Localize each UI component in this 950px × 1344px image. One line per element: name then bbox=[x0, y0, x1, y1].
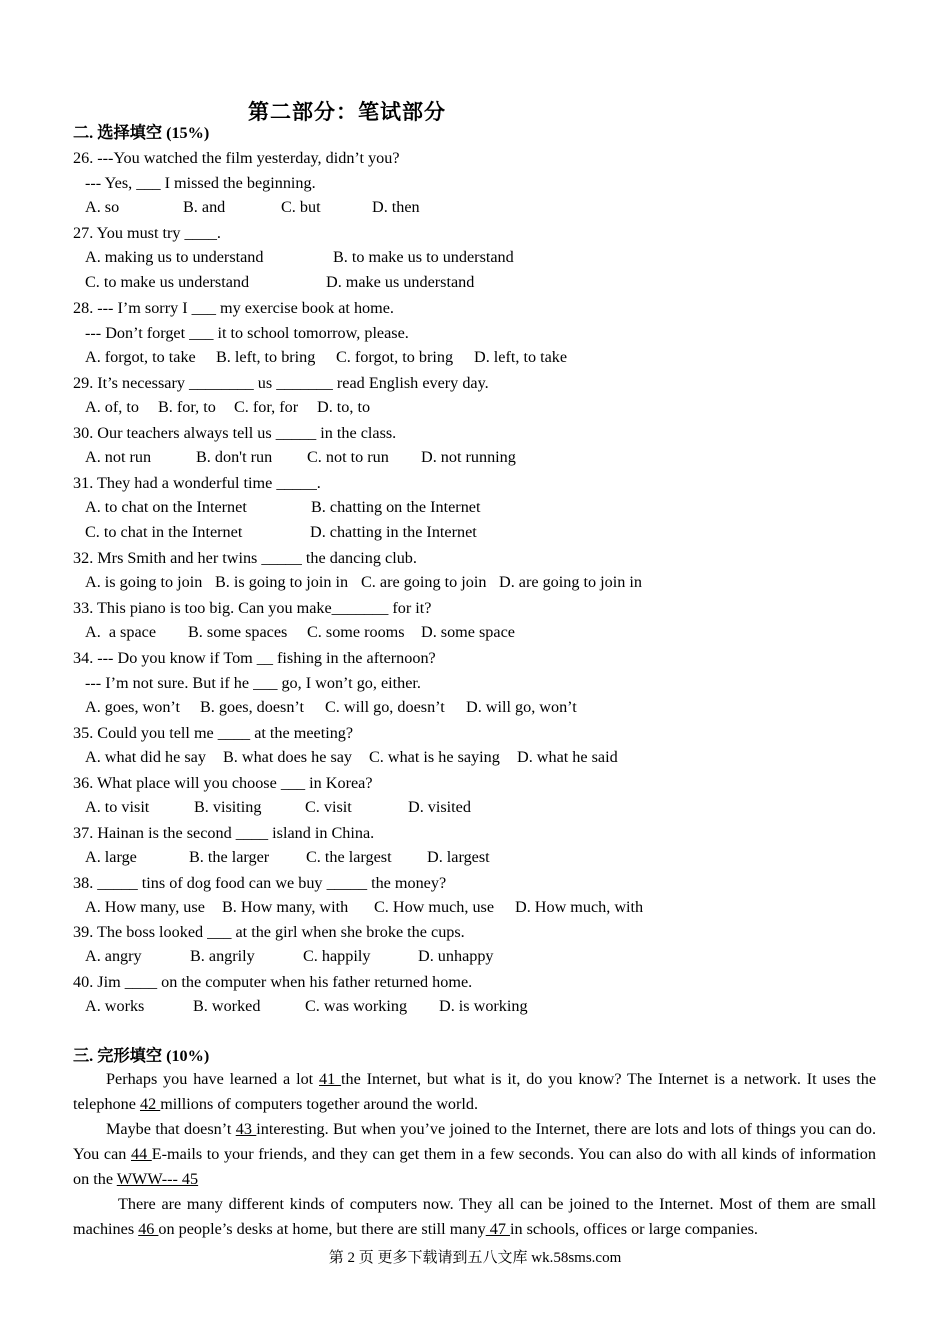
cloze-text: the Internet, but what is it, do you know? The Internet is a network. It uses the telephone bbox=[73, 1070, 877, 1113]
question-31: 31. They had a wonderful time _____. bbox=[73, 474, 321, 492]
q37-option-b: B. the larger bbox=[189, 848, 270, 866]
q33-option-c: C. some rooms bbox=[307, 623, 405, 641]
cloze-text: interesting. But when you’ve joined to the Internet, there are lots and lots of things you can do. You can bbox=[73, 1120, 876, 1163]
question-34-response: --- I’m not sure. But if he ___ go, I won’t go, either. bbox=[85, 674, 421, 692]
q28-option-d: D. left, to take bbox=[474, 348, 568, 366]
question-35: 35. Could you tell me ____ at the meeting? bbox=[73, 724, 354, 742]
blank-42: 42 bbox=[139, 1095, 161, 1113]
q40-option-b: B. worked bbox=[193, 997, 261, 1015]
blank-45: WWW--- 45 bbox=[116, 1170, 199, 1188]
q31-option-a: A. to chat on the Internet bbox=[85, 498, 247, 516]
q32-option-a: A. is going to join bbox=[85, 573, 203, 591]
q30-option-c: C. not to run bbox=[307, 448, 389, 466]
section-heading-choice: 二. 选择填空 (15%) bbox=[73, 124, 210, 142]
question-34: 34. --- Do you know if Tom __ fishing in the afternoon? bbox=[73, 649, 436, 667]
q38-option-c: C. How much, use bbox=[374, 898, 495, 916]
q38-option-a: A. How many, use bbox=[85, 898, 205, 916]
question-27: 27. You must try ____. bbox=[73, 224, 221, 242]
q40-option-c: C. was working bbox=[305, 997, 408, 1015]
question-29: 29. It’s necessary ________ us _______ read English every day. bbox=[73, 374, 489, 392]
question-39: 39. The boss looked ___ at the girl when she broke the cups. bbox=[73, 923, 465, 941]
cloze-text: Maybe that doesn’t bbox=[106, 1120, 236, 1138]
section-heading-cloze: 三. 完形填空 (10%) bbox=[73, 1047, 210, 1065]
q27-option-d: D. make us understand bbox=[326, 273, 475, 291]
question-26: 26. ---You watched the film yesterday, didn’t you? bbox=[73, 149, 400, 167]
q39-option-d: D. unhappy bbox=[418, 947, 494, 965]
blank-43: 43 bbox=[235, 1120, 257, 1138]
question-33: 33. This piano is too big. Can you make_______ for it? bbox=[73, 599, 432, 617]
q26-option-b: B. and bbox=[183, 198, 226, 216]
cloze-paragraph-2 bbox=[73, 1117, 876, 1192]
q30-option-b: B. don't run bbox=[196, 448, 273, 466]
blank-46: 46 bbox=[138, 1220, 159, 1238]
q36-option-c: C. visit bbox=[305, 798, 352, 816]
question-38: 38. _____ tins of dog food can we buy _____ the money? bbox=[73, 874, 447, 892]
q33-option-d: D. some space bbox=[421, 623, 515, 641]
blank-41: 41 bbox=[319, 1070, 342, 1088]
cloze-text: millions of computers together around the world. bbox=[160, 1095, 479, 1113]
q32-option-c: C. are going to join bbox=[361, 573, 487, 591]
question-28-response: --- Don’t forget ___ it to school tomorrow, please. bbox=[85, 324, 409, 342]
q28-option-a: A. forgot, to take bbox=[85, 348, 196, 366]
q34-option-b: B. goes, doesn’t bbox=[200, 698, 305, 716]
cloze-text: E-mails to your friends, and they can get them in a few seconds. You can also do with all kinds of information on the bbox=[73, 1145, 876, 1188]
page-footer: 第 2 页 更多下载请到五八文库 wk.58sms.com bbox=[328, 1250, 622, 1266]
blank-44: 44 bbox=[130, 1145, 152, 1163]
q35-option-a: A. what did he say bbox=[85, 748, 206, 766]
q27-option-a: A. making us to understand bbox=[85, 248, 264, 266]
cloze-text: in schools, offices or large companies. bbox=[509, 1220, 758, 1238]
q28-option-c: C. forgot, to bring bbox=[336, 348, 454, 366]
blank-47: 47 bbox=[485, 1220, 510, 1238]
q36-option-d: D. visited bbox=[408, 798, 471, 816]
cloze-paragraph-1 bbox=[73, 1067, 876, 1117]
q26-option-a: A. so bbox=[85, 198, 120, 216]
page-title: 第二部分：笔试部分 bbox=[248, 100, 446, 124]
q39-option-a: A. angry bbox=[85, 947, 142, 965]
question-37: 37. Hainan is the second ____ island in China. bbox=[73, 824, 375, 842]
question-32: 32. Mrs Smith and her twins _____ the dancing club. bbox=[73, 549, 417, 567]
question-28: 28. --- I’m sorry I ___ my exercise book at home. bbox=[73, 299, 394, 317]
q40-option-a: A. works bbox=[85, 997, 145, 1015]
q29-option-b: B. for, to bbox=[158, 398, 216, 416]
q36-option-b: B. visiting bbox=[194, 798, 262, 816]
q35-option-d: D. what he said bbox=[517, 748, 618, 766]
q40-option-d: D. is working bbox=[439, 997, 528, 1015]
q32-option-b: B. is going to join in bbox=[215, 573, 349, 591]
q30-option-a: A. not run bbox=[85, 448, 152, 466]
q29-option-c: C. for, for bbox=[234, 398, 299, 416]
cloze-text: There are many different kinds of computers now. They all can be joined to the Internet. Most of them are small machines bbox=[73, 1195, 876, 1238]
cloze-text: Perhaps you have learned a lot bbox=[106, 1070, 320, 1088]
q26-option-c: C. but bbox=[281, 198, 321, 216]
q34-option-c: C. will go, doesn’t bbox=[325, 698, 445, 716]
question-26-response: --- Yes, ___ I missed the beginning. bbox=[85, 174, 316, 192]
q33-option-b: B. some spaces bbox=[188, 623, 288, 641]
q27-option-c: C. to make us understand bbox=[85, 273, 250, 291]
q36-option-a: A. to visit bbox=[85, 798, 150, 816]
q39-option-c: C. happily bbox=[303, 947, 371, 965]
q31-option-b: B. chatting on the Internet bbox=[311, 498, 481, 516]
q28-option-b: B. left, to bring bbox=[216, 348, 316, 366]
q31-option-d: D. chatting in the Internet bbox=[310, 523, 477, 541]
cloze-text: on people’s desks at home, but there are still many bbox=[158, 1220, 486, 1238]
q39-option-b: B. angrily bbox=[190, 947, 255, 965]
cloze-paragraph-3 bbox=[73, 1192, 876, 1242]
question-36: 36. What place will you choose ___ in Korea? bbox=[73, 774, 373, 792]
q27-option-b: B. to make us to understand bbox=[333, 248, 514, 266]
question-40: 40. Jim ____ on the computer when his father returned home. bbox=[73, 973, 473, 991]
q34-option-d: D. will go, won’t bbox=[466, 698, 577, 716]
q35-option-c: C. what is he saying bbox=[369, 748, 500, 766]
q29-option-d: D. to, to bbox=[317, 398, 371, 416]
q38-option-d: D. How much, with bbox=[515, 898, 644, 916]
q32-option-d: D. are going to join in bbox=[499, 573, 642, 591]
q29-option-a: A. of, to bbox=[85, 398, 139, 416]
question-30: 30. Our teachers always tell us _____ in the class. bbox=[73, 424, 397, 442]
q26-option-d: D. then bbox=[372, 198, 420, 216]
q30-option-d: D. not running bbox=[421, 448, 516, 466]
q35-option-b: B. what does he say bbox=[223, 748, 353, 766]
q37-option-a: A. large bbox=[85, 848, 137, 866]
q33-option-a: A. a space bbox=[85, 623, 157, 641]
q37-option-d: D. largest bbox=[427, 848, 490, 866]
q34-option-a: A. goes, won’t bbox=[85, 698, 181, 716]
q31-option-c: C. to chat in the Internet bbox=[85, 523, 243, 541]
q37-option-c: C. the largest bbox=[306, 848, 392, 866]
q38-option-b: B. How many, with bbox=[222, 898, 349, 916]
